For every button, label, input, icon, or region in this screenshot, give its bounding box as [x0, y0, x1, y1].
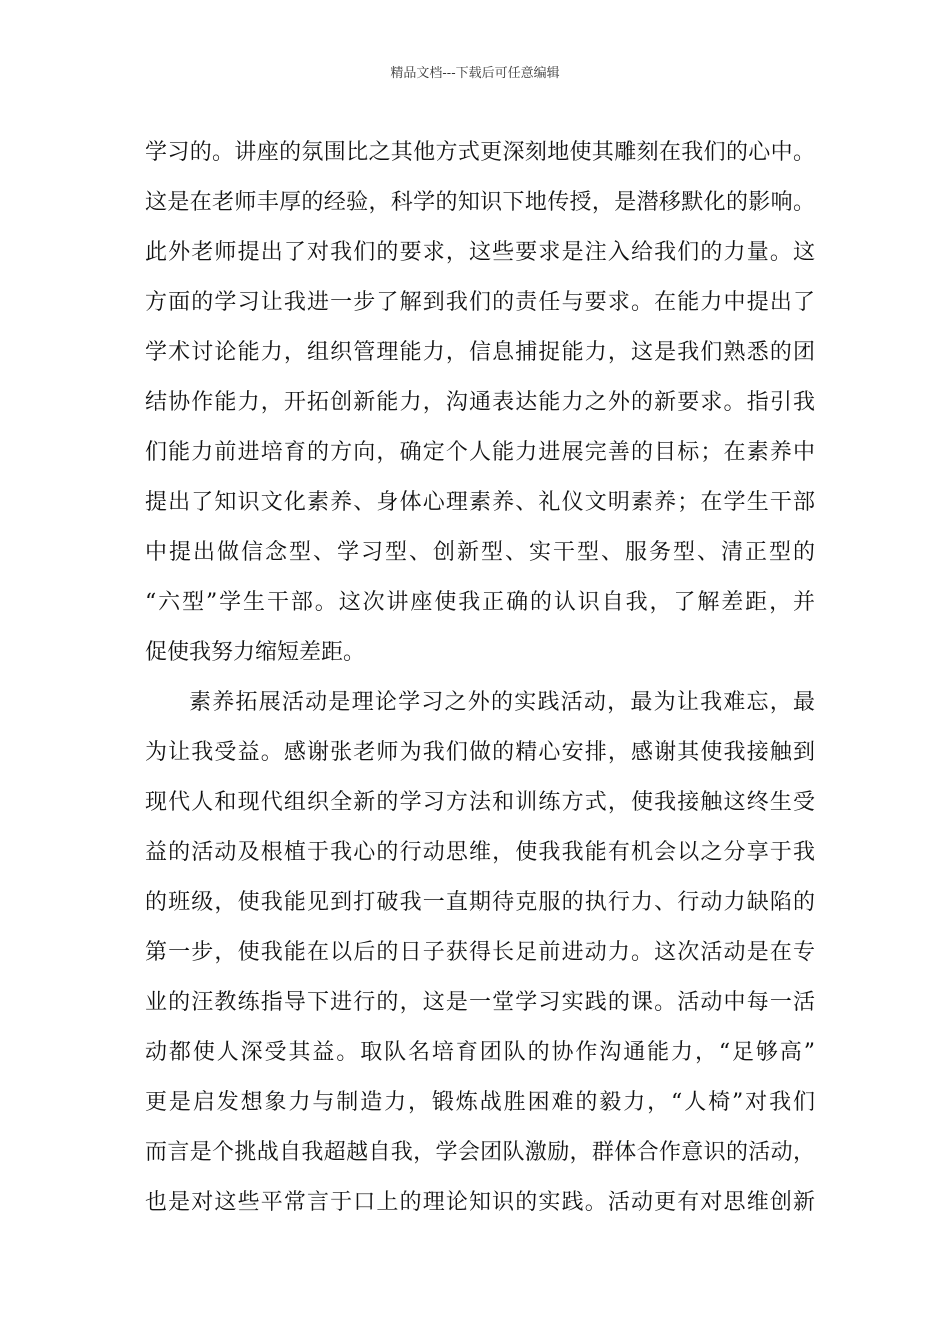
text-line: 促使我努力缩短差距。	[145, 640, 366, 665]
body-text	[145, 128, 815, 1228]
text-line: 结协作能力，开拓创新能力，沟通表达能力之外的新要求。指引我	[145, 390, 815, 415]
text-line: 更是启发想象力与制造力，锻炼战胜困难的毅力，“人椅”对我们	[145, 1090, 815, 1115]
text-line: 动都使人深受其益。取队名培育团队的协作沟通能力，“足够高”	[145, 1040, 815, 1065]
text-line: 也是对这些平常言于口上的理论知识的实践。活动更有对思维创新	[145, 1190, 815, 1215]
text-line: 们能力前进培育的方向，确定个人能力进展完善的目标；在素养中	[145, 440, 815, 465]
page-header: 精品文档---下载后可任意编辑	[390, 66, 560, 81]
text-line: “六型”学生干部。这次讲座使我正确的认识自我，了解差距，并	[145, 590, 815, 615]
text-line: 益的活动及根植于我心的行动思维，使我我能有机会以之分享于我	[145, 840, 815, 865]
text-line: 学术讨论能力，组织管理能力，信息捕捉能力，这是我们熟悉的团	[145, 340, 815, 365]
text-line: 提出了知识文化素养、身体心理素养、礼仪文明素养；在学生干部	[145, 490, 815, 515]
text-line: 此外老师提出了对我们的要求，这些要求是注入给我们的力量。这	[145, 240, 815, 265]
text-line: 中提出做信念型、学习型、创新型、实干型、服务型、清正型的	[145, 540, 815, 565]
text-line: 为让我受益。感谢张老师为我们做的精心安排，感谢其使我接触到	[145, 740, 815, 765]
text-line: 素养拓展活动是理论学习之外的实践活动，最为让我难忘，最	[189, 690, 815, 715]
text-line: 这是在老师丰厚的经验，科学的知识下地传授，是潜移默化的影响。	[145, 190, 815, 215]
text-line: 而言是个挑战自我超越自我，学会团队激励，群体合作意识的活动，	[145, 1140, 815, 1165]
text-line: 业的汪教练指导下进行的，这是一堂学习实践的课。活动中每一活	[145, 990, 815, 1015]
text-line: 方面的学习让我进一步了解到我们的责任与要求。在能力中提出了	[145, 290, 815, 315]
text-line: 的班级，使我能见到打破我一直期待克服的执行力、行动力缺陷的	[145, 890, 815, 915]
text-line: 现代人和现代组织全新的学习方法和训练方式，使我接触这终生受	[145, 790, 815, 815]
text-line: 第一步，使我能在以后的日子获得长足前进动力。这次活动是在专	[145, 940, 815, 965]
text-line: 学习的。讲座的氛围比之其他方式更深刻地使其雕刻在我们的心中。	[145, 140, 815, 165]
